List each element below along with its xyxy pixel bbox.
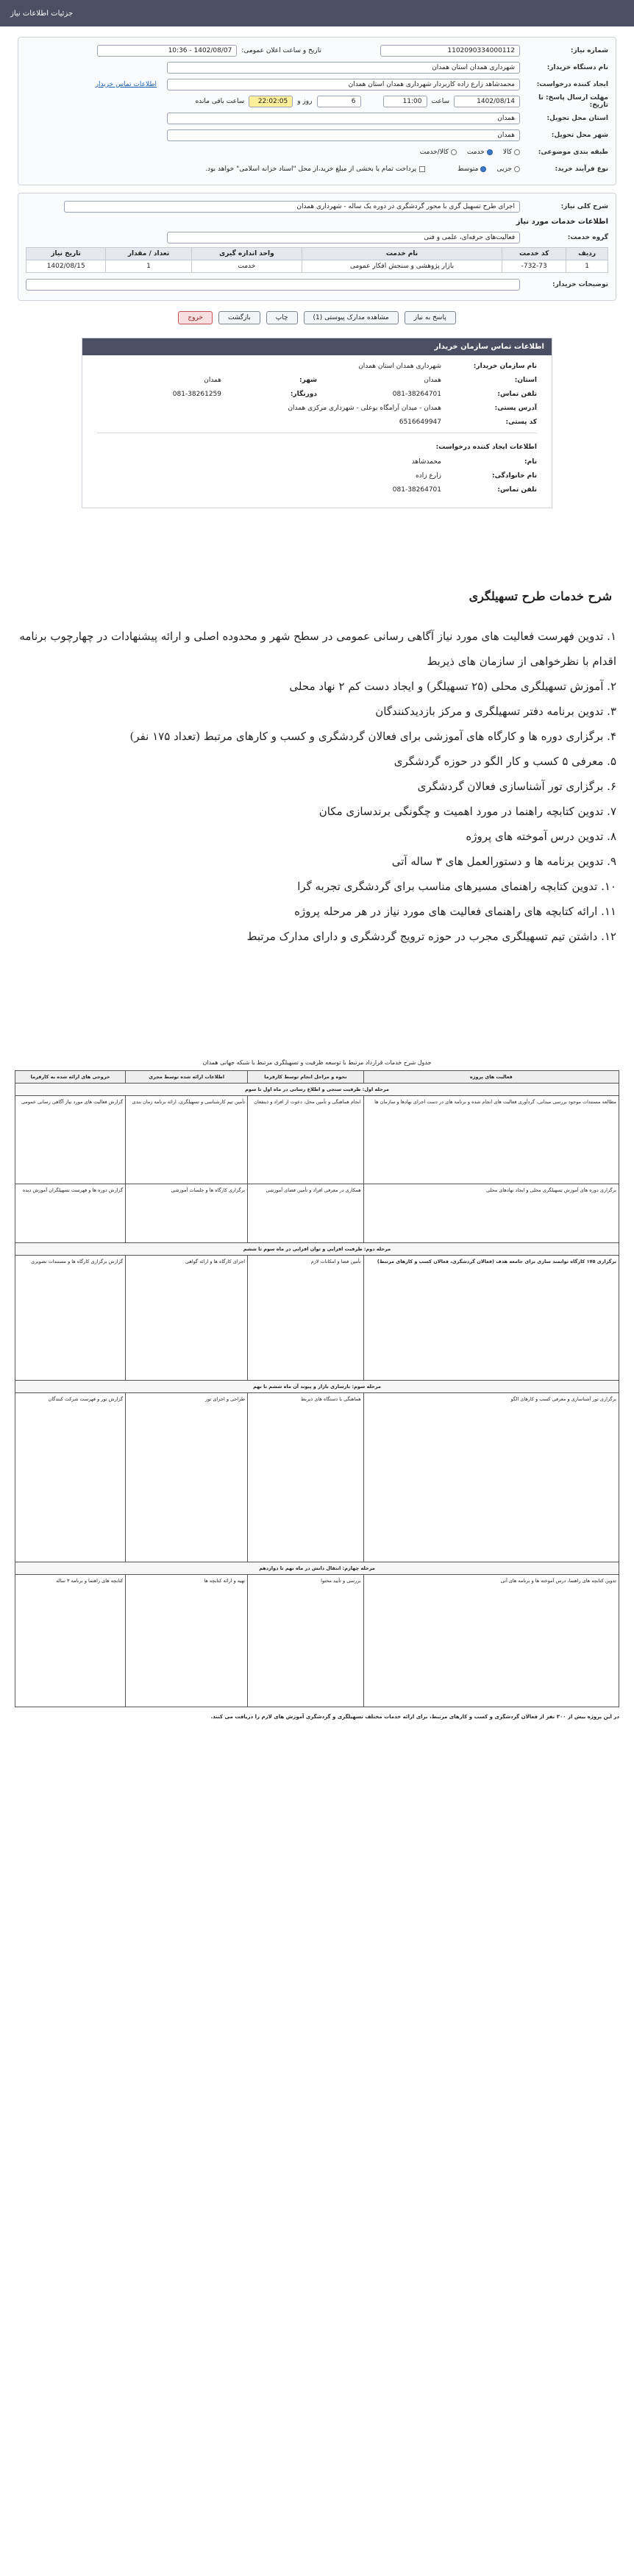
category-label: طبقه بندی موضوعی: [538,148,608,156]
list-item: ۸. تدوین درس آموخته های پروژه [466,830,616,843]
list-item: ۱۰. تدوین کتابچه راهنمای مسیرهای مناسب برای گردشگری تجربه گرا [297,880,616,893]
need-number-label: شماره نیاز: [570,46,608,54]
exit-button[interactable]: خروج [178,311,213,324]
table-row: برگزاری ۱۷۵ کارگاه توانمند سازی برای جامعه هدف (فعالان گردشگری، فعالان کسب و کارهای مرتبط) تأمین فضا و امکانات لازم اجرای کارگاه ها و ارائه گواهی گزارش برگزاری کارگاه ها و مستندات تصویری [15,1256,619,1381]
attachments-button[interactable]: مشاهده مدارک پیوستی (1) [304,311,399,324]
service-table [26,247,608,273]
creator-field: محمدشاهد زارع زاده کاربردار شهرداری همدان استان همدان [167,79,520,90]
purchase-radio-medium[interactable]: متوسط [457,166,486,173]
plan-footnote: در این پروژه بیش از ۳۰۰ نفر از فعالان گردشگری و کسب و کارهای مرتبط، برای ارائه خدمات مختلف تسهیلگری و گردشگری آموزش های لازم را دریافت می کنند. [210,1714,619,1720]
announce-field: 1402/08/07 - 10:36 [97,45,237,57]
announce-label: تاریخ و ساعت اعلان عمومی: [241,46,321,54]
deadline-label: مهلت ارسال پاسخ: تا تاریخ: [538,93,608,109]
document-title: شرح خدمات طرح تسهیلگری [469,589,612,603]
buyer-contact-link[interactable]: اطلاعات تماس خریدار [95,80,157,88]
city-label: شهر محل تحویل: [551,131,608,139]
city-field: همدان [167,129,520,141]
contact-postal-value: 6516649947 [399,419,441,426]
contact-fax-value: 081-38261259 [172,391,221,398]
contact-address-value: همدان - میدان آرامگاه بوعلی - شهرداری مرکزی همدان [288,405,441,412]
service-table-header: ردیف کد خدمت نام خدمت واحد اندازه گیری تعداد / مقدار تاریخ نیاز [26,248,608,260]
category-radio-service[interactable]: خدمت [467,149,493,156]
radio-selected-icon [480,166,486,172]
buyer-name-label: نام دستگاه خریدار: [546,63,608,71]
remaining-days-field: 6 [317,96,361,107]
creator-phone-value: 081-38264701 [392,486,441,494]
plan-band: مرحله چهارم: انتقال دانش در ماه نهم تا دوازدهم [15,1562,619,1575]
payment-note: پرداخت تمام یا بخشی از مبلغ خرید،از محل "اسناد خزانه اسلامی" خواهد بود. [205,165,417,173]
reply-button[interactable]: پاسخ به نیاز [405,311,456,324]
contact-title: اطلاعات تماس سازمان خریدار [82,338,552,355]
list-item: ۲. آموزش تسهیلگری محلی (۲۵ تسهیلگر) و ایجاد دست کم ۲ نهاد محلی [289,680,616,693]
plan-table-title: جدول شرح خدمات قرارداد مرتبط با توسعه ظرفیت و تسهیلگری مرتبط با شبکه جهانی همدان [202,1059,432,1066]
contact-phone-label: تلفن تماس: [497,391,537,398]
list-item: ۷. تدوین کتابچه راهنما در مورد اهمیت و چگونگی برندسازی مکان [318,805,616,818]
creator-last-name-label: نام خانوادگی: [491,472,537,480]
buyer-notes-label: توضیحات خریدار: [552,280,608,288]
list-item: ۹. تدوین برنامه ها و دستورالعمل های ۳ ساله آتی [391,855,616,868]
contact-phone-value: 081-38264701 [392,391,441,398]
plan-table-sheet [15,1059,619,1721]
action-buttons [0,311,634,324]
category-radio-goods[interactable]: کالا [503,149,520,156]
plan-table [15,1070,619,1707]
table-row: برگزاری دوره های آموزش تسهیلگری محلی و ایجاد نهادهای محلی همکاری در معرفی افراد و تأمین فضای آموزشی برگزاری کارگاه ها و جلسات آموزشی گزارش دوره ها و فهرست تسهیلگران آموزش دیده [15,1184,619,1243]
plan-band: مرحله دوم: ظرفیت افزایی و توان افزایی در ماه سوم تا ششم [15,1243,619,1256]
summary-label: شرح کلی نیاز: [560,202,608,210]
need-details-form [18,37,616,185]
list-item: ۱. تدوین فهرست فعالیت های مورد نیاز آگاهی رسانی عمومی در سطح شهر و محدوده اصلی و ارائه پیشنهادات در چهارچوب برنامه اقدام با نظرخواهی از سازمان های ذیربط [19,630,616,668]
service-info-title: اطلاعات خدمات مورد نیاز [516,218,608,226]
radio-icon [514,166,520,172]
list-item: ۱۱. ارائه کتابچه های راهنمای فعالیت های مورد نیاز در هر مرحله پروژه [294,905,616,918]
table-row: تدوین کتابچه های راهنما، درس آموخته ها و برنامه های آتی بررسی و تأیید محتوا تهیه و ارائه کتابچه ها کتابچه های راهنما و برنامه ۳ ساله [15,1575,619,1707]
radio-icon [451,149,457,155]
remaining-label: روز و [297,97,313,105]
contact-city-label: شهر: [299,377,317,384]
list-item: ۶. برگزاری تور آشناسازی فعالان گردشگری [417,780,616,793]
document-list [18,624,616,949]
buyer-contact-panel [82,338,552,508]
back-button[interactable]: بازگشت [218,311,260,324]
service-group-label: گروه خدمت: [567,233,608,241]
plan-band: مرحله اول: ظرفیت سنجی و اطلاع رسانی در ماه اول تا سوم [15,1084,619,1096]
deadline-date-field: 1402/08/14 [454,96,520,107]
buyer-name-field: شهرداری همدان استان همدان [167,62,520,74]
buyer-org-value: شهرداری همدان استان همدان [358,363,441,370]
creator-last-name-value: زارع زاده [416,472,441,480]
province-field: همدان [167,113,520,124]
radio-icon [514,149,520,155]
list-item: ۵. معرفی ۵ کسب و کار الگو در حوزه گردشگری [393,755,616,768]
category-radio-both[interactable]: کالا/خدمت [420,149,457,156]
deadline-time-field: 11:00 [383,96,427,107]
table-row: برگزاری تور آشناسازی و معرفی کسب و کارهای الگو هماهنگی با دستگاه های ذیربط طراحی و اجرای تور گزارش تور و فهرست شرکت کنندگان [15,1393,619,1562]
table-row: 1 732-73- بازار پژوهشی و سنجش افکار عمومی خدمت 1 1402/08/15 [26,260,608,273]
buyer-notes-field [26,279,520,291]
page-header [0,0,634,26]
list-item: ۱۲. داشتن تیم تسهیلگری مجرب در حوزه ترویج گردشگری و دارای مدارک مرتبط [246,930,616,943]
need-number-field: 1102090334000112 [380,45,520,57]
province-label: استان محل تحویل: [546,114,608,122]
creator-phone-label: تلفن تماس: [497,486,537,494]
purchase-radio-minor[interactable]: جزیی [496,166,520,173]
remaining-time-field: 22:02:05 [249,96,293,107]
contact-address-label: آدرس پستی: [494,405,537,412]
buyer-org-label: نام سازمان خریدار: [473,363,537,370]
purchase-type-label: نوع فرآیند خرید: [555,165,608,173]
contact-province-label: استان: [514,377,537,384]
contact-fax-label: دورنگار: [290,391,317,398]
contact-city-value: همدان [204,377,221,384]
service-group-field: فعالیت‌های حرفه‌ای، علمی و فنی [167,232,520,243]
treasury-checkbox[interactable] [419,166,425,172]
plan-band: مرحله سوم: بازسازی بازار و پیوند آن ماه ششم تا نهم [15,1381,619,1393]
summary-field: اجرای طرح تسهیل گری با محور گردشگری در دوره یک ساله - شهرداری همدان [64,201,520,213]
deadline-hour-label: ساعت [431,97,449,105]
plan-table-header: فعالیت های پروژه نحوه و مراحل انجام توسط کارفرما اطلاعات ارائه شده توسط مجری خروجی های ارائه شده به کارفرما [15,1071,619,1084]
list-item: ۴. برگزاری دوره ها و کارگاه های آموزشی برای فعالان گردشگری و کسب و کارهای مرتبط (تعداد ۱۷۵ نفر) [129,730,616,743]
radio-selected-icon [487,149,493,155]
contact-province-value: همدان [424,377,441,384]
print-button[interactable]: چاپ [266,311,298,324]
page-title: جزئیات اطلاعات نیاز [10,9,74,18]
creator-info-title: اطلاعات ایجاد کننده درخواست: [435,444,537,451]
need-summary-section [18,193,616,301]
creator-label: ایجاد کننده درخواست: [536,80,608,88]
table-row: مطالعه مستندات موجود بررسی میدانی، گردآوری فعالیت های انجام شده و برنامه های در دست اجرای نهادها و سازمان ها انجام هماهنگی و تأمین محل، دعوت از افراد و ذینفعان تأمین تیم کارشناسی و تسهیلگری، ارائه برنامه زمان بندی گزارش فعالیت های مورد نیاز آگاهی رسانی عمومی [15,1096,619,1184]
remaining-suffix: ساعت باقی مانده [195,97,245,105]
contact-postal-label: کد پستی: [505,419,537,426]
list-item: ۳. تدوین برنامه دفتر تسهیلگری و مرکز بازدیدکنندگان [375,705,616,718]
creator-first-name-label: نام: [524,458,537,466]
creator-first-name-value: محمدشاهد [411,458,441,466]
